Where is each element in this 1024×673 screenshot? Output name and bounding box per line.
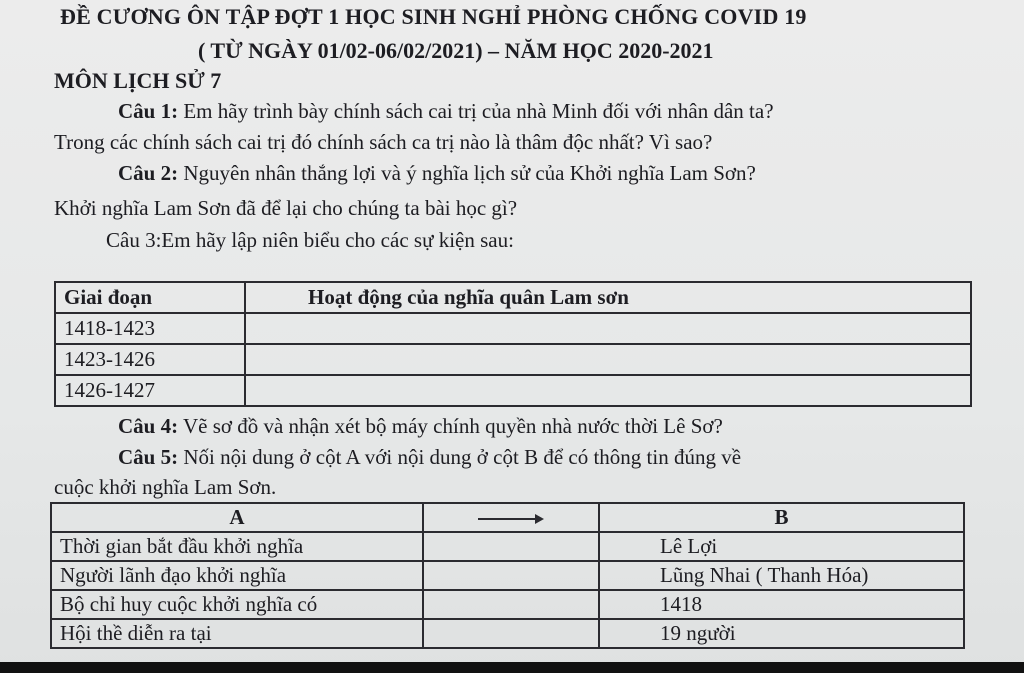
question-5-line-2: cuộc khởi nghĩa Lam Sơn. (54, 475, 277, 499)
question-2-label: Câu 2: (118, 161, 179, 185)
column-b-header: B (599, 503, 964, 532)
question-4: Câu 4: Vẽ sơ đồ và nhận xét bộ máy chính quyền nhà nước thời Lê Sơ? (118, 414, 723, 438)
document-date-range: ( TỪ NGÀY 01/02-06/02/2021) – NĂM HỌC 2020-2021 (198, 38, 714, 63)
right-arrow-icon (478, 514, 544, 524)
table-cell (423, 561, 599, 590)
table-cell (245, 344, 971, 375)
table-cell: 19 người (599, 619, 964, 648)
question-4-label: Câu 4: (118, 414, 179, 438)
question-5-label: Câu 5: (118, 445, 179, 469)
table-row (51, 532, 964, 561)
table-row (55, 375, 971, 406)
table-row (55, 344, 971, 375)
table-row (51, 619, 964, 648)
table-cell (423, 590, 599, 619)
question-1-line-1: Câu 1: Em hãy trình bày chính sách cai trị của nhà Minh đối với nhân dân ta? (118, 99, 774, 123)
question-2-line-2: Khởi nghĩa Lam Sơn đã để lại cho chúng ta bài học gì? (54, 196, 518, 220)
table-row (51, 561, 964, 590)
column-a-header: A (51, 503, 423, 532)
table-cell: Hội thề diễn ra tại (51, 619, 423, 648)
table-cell: Lê Lợi (599, 532, 964, 561)
table-cell (423, 532, 599, 561)
connector-cell (423, 503, 599, 532)
table-cell: 1418 (599, 590, 964, 619)
matching-table (50, 502, 965, 649)
bottom-edge-shadow (0, 662, 1024, 673)
question-1-label: Câu 1: (118, 99, 179, 123)
table-cell: Lũng Nhai ( Thanh Hóa) (599, 561, 964, 590)
question-5-line-1: Câu 5: Nối nội dung ở cột A với nội dung ở cột B để có thông tin đúng về (118, 445, 742, 469)
subject-heading: MÔN LỊCH SỬ 7 (54, 68, 222, 93)
question-1-line-2: Trong các chính sách cai trị đó chính sách ca trị nào là thâm độc nhất? Vì sao? (54, 130, 713, 154)
table-cell: 1418-1423 (55, 313, 245, 344)
table-header-cell: Hoạt động của nghĩa quân Lam sơn (245, 282, 971, 313)
table-cell (245, 313, 971, 344)
table-header-cell: Giai đoạn (55, 282, 245, 313)
table-row (55, 313, 971, 344)
table-row (55, 282, 971, 313)
question-3: Câu 3:Em hãy lập niên biểu cho các sự kiện sau: (106, 228, 514, 252)
table-cell: 1423-1426 (55, 344, 245, 375)
table-cell: 1426-1427 (55, 375, 245, 406)
timeline-table (54, 281, 972, 407)
table-row (51, 503, 964, 532)
table-cell: Người lãnh đạo khởi nghĩa (51, 561, 423, 590)
document-title: ĐỀ CƯƠNG ÔN TẬP ĐỢT 1 HỌC SINH NGHỈ PHÒNG CHỐNG COVID 19 (60, 4, 807, 29)
question-2-line-1: Câu 2: Nguyên nhân thắng lợi và ý nghĩa lịch sử của Khởi nghĩa Lam Sơn? (118, 161, 756, 185)
table-cell: Bộ chỉ huy cuộc khởi nghĩa có (51, 590, 423, 619)
table-row (51, 590, 964, 619)
table-cell: Thời gian bắt đầu khởi nghĩa (51, 532, 423, 561)
table-cell (245, 375, 971, 406)
table-cell (423, 619, 599, 648)
